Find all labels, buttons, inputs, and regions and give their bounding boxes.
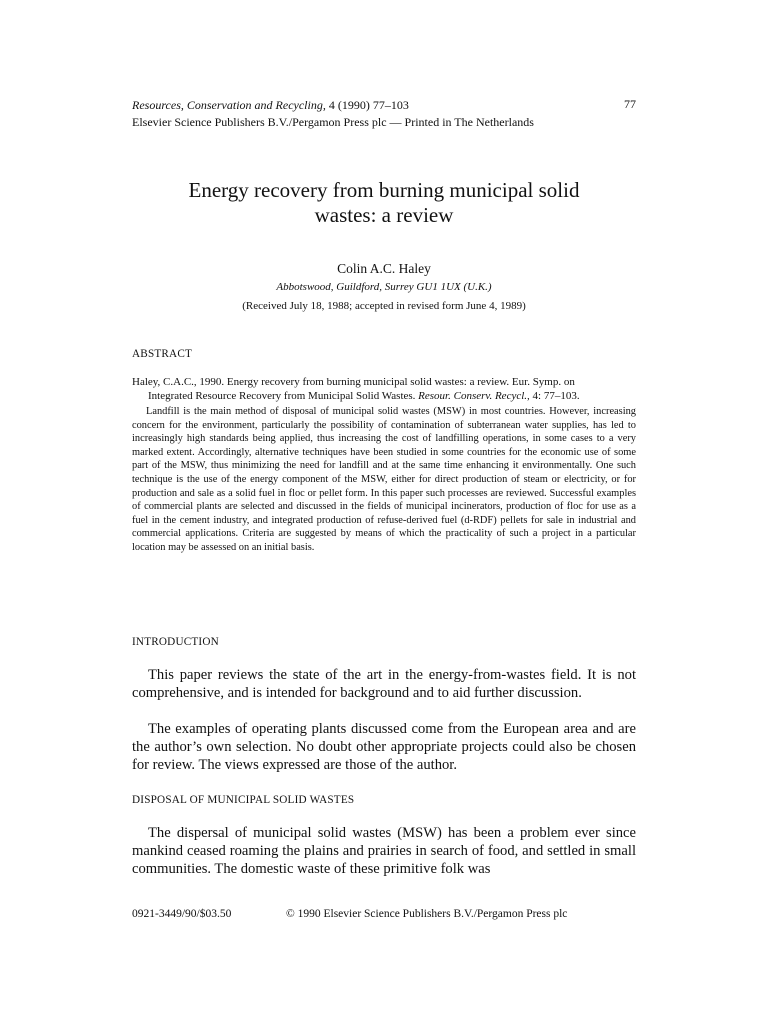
received-dates: (Received July 18, 1988; accepted in revised form June 4, 1989): [242, 300, 526, 312]
citation-pages: 4: 77–103.: [532, 389, 580, 402]
abstract-body: Landfill is the main method of disposal of municipal solid wastes (MSW) in most countries. However, increasing concern for the environment, particularly the possibility of contamination of subterranean water supplies, has led to increasingly high standards being applied, thus increasing the cost of landfilling operations, in some cases to a very marked extent. Accordingly, alternative techniques have been studied in some countries for the economic use of some part of the MSW, thus minimizing the need for landfill and at the same time enhancing it environmentally. One such technique is the use of the energy component of the MSW, either for direct production of steam or electricity, or for production and sale as a solid fuel in floc or pellet form. In this paper such processes are reviewed. Successful examples of commercial plants are selected and discussed in the fields of municipal incinerators, production of floc for use as a fuel in the cement industry, and integrated production of refuse-derived fuel (d-RDF) pellets for sale in industrial and commercial applications. Criteria are suggested by means of which the practicality of such a project in a particular location may be assessed on an initial basis.: [132, 406, 636, 553]
page-number: 77: [624, 97, 636, 111]
paper-title-line-1: Energy recovery from burning municipal solid: [188, 178, 580, 202]
journal-citation-line: [132, 97, 632, 114]
author-name: Colin A.C. Haley: [337, 261, 431, 276]
footer-copyright: © 1990 Elsevier Science Publishers B.V./Pergamon Press plc: [286, 908, 568, 920]
introduction-heading: INTRODUCTION: [132, 636, 219, 648]
citation-journal: Resour. Conserv. Recycl.,: [418, 389, 530, 402]
journal-issue: 4 (1990) 77–103: [328, 98, 409, 112]
footer-issn-price: 0921-3449/90/$03.50: [132, 908, 232, 920]
author-affiliation: Abbotswood, Guildford, Surrey GU1 1UX (U.K.): [276, 281, 492, 293]
disposal-paragraph-1: The dispersal of municipal solid wastes (MSW) has been a problem ever since mankind ceased roaming the plains and prairies in search of food, and settled in small communities. The domestic waste of these primitive folk was: [132, 825, 636, 877]
citation-symposium: Integrated Resource Recovery from Municipal Solid Wastes.: [148, 389, 416, 402]
publisher-line: Elsevier Science Publishers B.V./Pergamon Press plc — Printed in The Netherlands: [132, 115, 534, 129]
paper-title-line-2: wastes: a review: [314, 203, 454, 227]
introduction-paragraph-1: This paper reviews the state of the art in the energy-from-wastes field. It is not comprehensive, and is intended for background and to aid further discussion.: [132, 667, 636, 701]
journal-name: Resources, Conservation and Recycling,: [132, 98, 326, 112]
paper-title: [100, 178, 668, 228]
abstract-heading: ABSTRACT: [132, 348, 193, 360]
citation-line-2: [132, 390, 636, 404]
journal-header: [132, 97, 632, 131]
introduction-paragraph-2: The examples of operating plants discussed come from the European area and are the author’s own selection. No doubt other appropriate projects could also be chosen for review. The views expressed are those of the author.: [132, 721, 636, 773]
disposal-heading: DISPOSAL OF MUNICIPAL SOLID WASTES: [132, 794, 355, 806]
abstract-citation: [132, 376, 636, 403]
citation-line-1: Haley, C.A.C., 1990. Energy recovery from burning municipal solid wastes: a review. Eur. Symp. on: [132, 376, 575, 388]
